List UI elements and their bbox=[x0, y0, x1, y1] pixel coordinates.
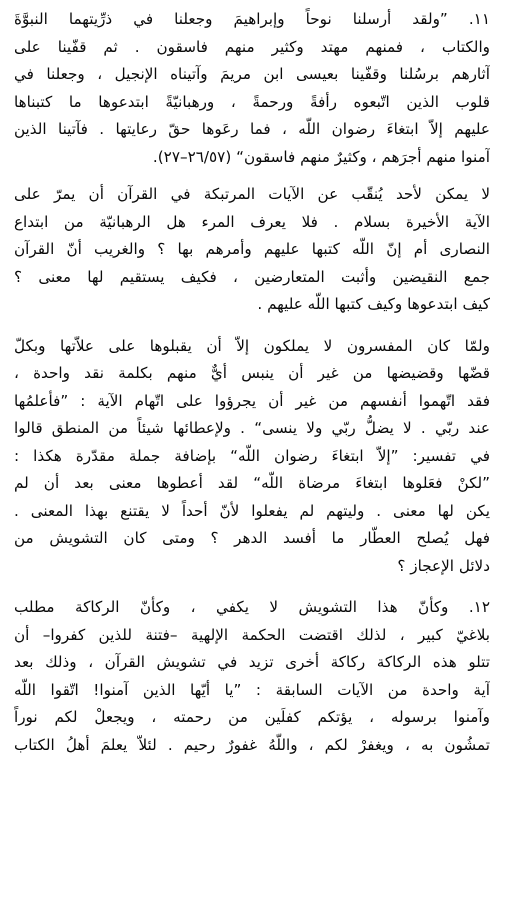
text-line: عند ربّي . لا يضلُّ ربّي ولا ينسى“ . ولإعطائها شيئاً من المنطق قالوا bbox=[14, 419, 490, 437]
text-line: وآمنوا برسوله ، يؤتكم كفلَين من رحمته ، ويجعلْ لكم نوراً bbox=[14, 708, 490, 726]
text-line: لا يمكن لأحد يُنقّب عن الآيات المرتبكة في القرآن أن يمرّ على bbox=[14, 185, 490, 203]
text-line: في تفسير: ”إلاّ ابتغاءَ رضوان اللّه“ بإضافة جملة مقدّرة هكذا : bbox=[14, 446, 490, 465]
text-line: فقد اتّهموا أنفسهم من غير أن يجرؤوا على اتّهام الآية : ”فأعلمُها bbox=[14, 391, 490, 410]
text-line: ”لكنْ فعَلوها ابتغاءَ مرضاة اللّه“ لقد أعطوها معنى بعد أن لم bbox=[14, 474, 490, 492]
paragraph-spacer bbox=[14, 580, 490, 594]
paragraph-spacer bbox=[14, 319, 490, 333]
text-line: بلاغيّ كبير ، لذلك اقتضت الحكمة الإلهية –فتنة للذين كفروا– أن bbox=[14, 625, 490, 644]
paragraph-12 bbox=[14, 594, 490, 759]
text-line: قضّها وقضيضها من غير أن ينبس أيٌّ منهم بكلمة نقد واحدة ، bbox=[14, 364, 490, 382]
text-line: آمنوا منهم أجرَهم ، وكثيرٌ منهم فاسقون“ (٢٦/٥٧–٢٧). bbox=[152, 147, 490, 166]
text-line: الآية الأخيرة بسلام . فلا يعرف المرء هل الرهبانيّة من ابتداع bbox=[14, 212, 490, 231]
text-line: كيف ابتدعوها وكيف كتبها اللّه عليهم . bbox=[257, 295, 490, 313]
text-line: ١١. ”ولقد أرسلنا نوحاً وإبراهيمَ وجعلنا في ذرِّيتهما النبوَّةَ bbox=[14, 10, 490, 28]
text-line: تمشُون به ، ويغفرْ لكم ، واللّهُ غفورٌ رحيم . لئلاّ يعلمَ أهلُ الكتاب bbox=[14, 735, 490, 754]
text-line: يكن لها معنى . وليتهم لم يفعلوا لأنّ أحداً لا يقتنع بهذا المعنى . bbox=[14, 501, 490, 520]
paragraph-11 bbox=[14, 6, 490, 171]
text-line: تتلو هذه الركاكة ركاكة أخرى تزيد في تشويش القرآن ، وذلك بعد bbox=[14, 653, 490, 671]
text-line: دلائل الإعجاز ؟ bbox=[397, 556, 490, 575]
text-line: جمع النقيضين وأثبت المتعارضين ، فكيف يستقيم لها معنى ؟ bbox=[14, 267, 490, 286]
text-line: عليهم إلاّ ابتغاءَ رضوان اللّه ، فما رعَوها حقّ رعايتها . فآتينا الذين bbox=[14, 120, 490, 138]
text-line: قلوب الذين اتّبعوه رأفةً ورحمةً ، ورهبانيّةً ابتدعوها ما كتبناها bbox=[14, 92, 490, 111]
text-line: ولمّا كان المفسرون لا يملكون إلاّ أن يقبلوها على علاّتها وبكلّ bbox=[14, 336, 490, 355]
text-line: ١٢. وكأنّ هذا التشويش لا يكفي ، وكأنّ الركاكة مطلب bbox=[14, 598, 490, 616]
paragraph-commentary bbox=[14, 181, 490, 319]
paragraph-spacer bbox=[14, 171, 490, 181]
text-line: النصارى أم إنّ اللّه كتبها عليهم وأمرهم بها ؟ والغريب أنّ القرآن bbox=[14, 240, 490, 258]
text-line: والكتاب ، فمنهم مهتد وكثير منهم فاسقون . ثم قفّينا على bbox=[14, 37, 490, 56]
paragraph-interpreters bbox=[14, 333, 490, 581]
text-line: آية واحدة من الآيات السابقة : ”يا أيّها الذين آمنوا! اتّقوا اللّه bbox=[14, 680, 490, 699]
text-line: فهل يُصلح العطّار ما أفسد الدهر ؟ ومتى كان التشويش من bbox=[14, 529, 490, 547]
text-line: آثارهم برسُلنا وقفّينا بعيسى ابن مريمَ وآتيناه الإنجيل ، وجعلنا في bbox=[14, 65, 490, 83]
